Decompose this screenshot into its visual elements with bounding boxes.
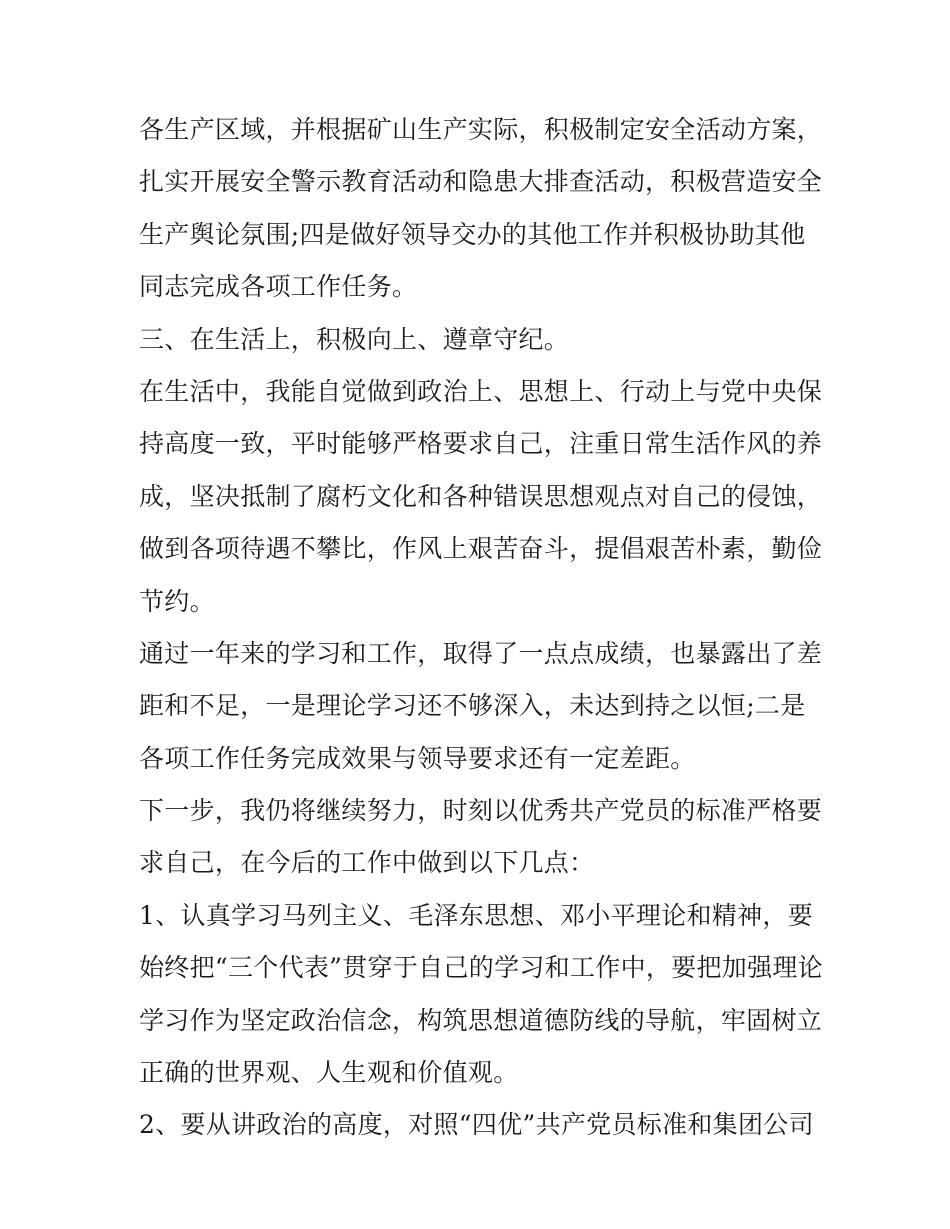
text-line: 正确的世界观、人生观和价值观。 [139, 1058, 519, 1088]
text-line: 下一步，我仍将继续努力，时刻以优秀共产党员的标准严格要 [139, 796, 823, 826]
text-line: 持高度一致，平时能够严格要求自己，注重日常生活作风的养 [139, 429, 823, 459]
text-line: 同志完成各项工作任务。 [139, 272, 418, 302]
text-line: 距和不足，一是理论学习还不够深入，未达到持之以恒;二是 [139, 691, 806, 721]
text-line: 节约。 [139, 586, 215, 616]
text-line: 通过一年来的学习和工作，取得了一点点成绩，也暴露出了差 [139, 638, 823, 668]
list-item-1: 1、认真学习马列主义、毛泽东思想、邓小平理论和精神，要 [139, 900, 814, 930]
text-line: 做到各项待遇不攀比，作风上艰苦奋斗，提倡艰苦朴素，勤俭 [139, 534, 823, 564]
text-line: 成，坚决抵制了腐朽文化和各种错误思想观点对自己的侵蚀， [139, 481, 823, 511]
text-line: 始终把“三个代表”贯穿于自己的学习和工作中，要把加强理论 [139, 953, 823, 983]
list-item-2: 2、要从讲政治的高度，对照“四优”共产党员标准和集团公司 [139, 1110, 814, 1140]
text-line: 各项工作任务完成效果与领导要求还有一定差距。 [139, 743, 696, 773]
document-body [139, 104, 823, 1152]
text-line: 求自己，在今后的工作中做到以下几点： [139, 848, 595, 878]
text-line: 在生活中，我能自觉做到政治上、思想上、行动上与党中央保 [139, 376, 823, 406]
text-line: 扎实开展安全警示教育活动和隐患大排查活动，积极营造安全 [139, 167, 823, 197]
section-heading: 三、在生活上，积极向上、遵章守纪。 [139, 324, 570, 354]
text-line: 学习作为坚定政治信念，构筑思想道德防线的导航，牢固树立 [139, 1005, 823, 1035]
text-line: 各生产区域，并根据矿山生产实际，积极制定安全活动方案， [139, 115, 823, 144]
text-line: 生产舆论氛围;四是做好领导交办的其他工作并积极协助其他 [139, 219, 806, 249]
